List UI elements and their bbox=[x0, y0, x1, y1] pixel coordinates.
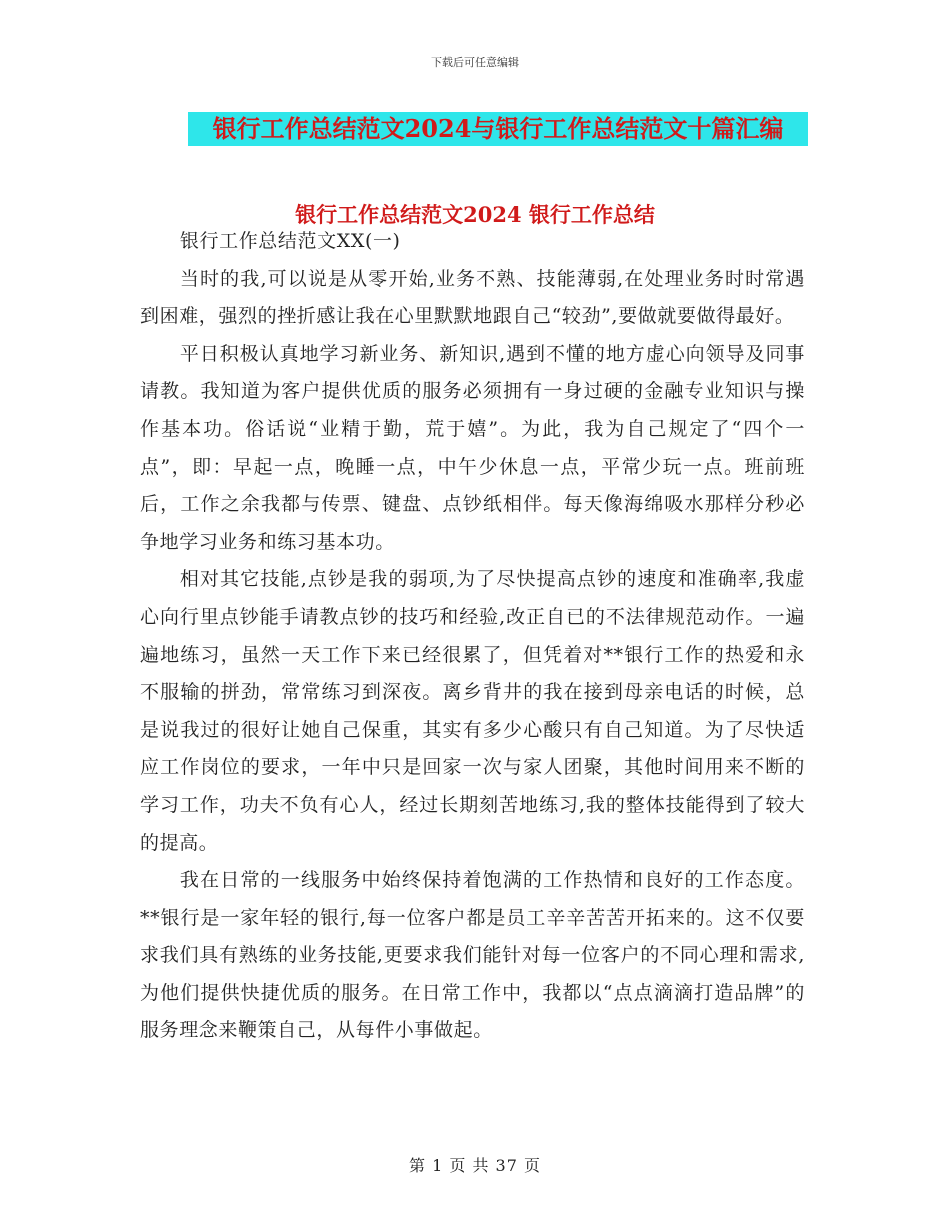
sub-title: 银行工作总结范文2024 银行工作总结 bbox=[295, 202, 655, 227]
header-note: 下载后可任意编辑 bbox=[431, 56, 519, 69]
section-label: 银行工作总结范文XX(一) bbox=[179, 230, 401, 252]
paragraph-3: 相对其它技能,点钞是我的弱项,为了尽快提高点钞的速度和准确率,我虚心向行里点钞能手请教点钞的技巧和经验,改正自已的不法律规范动作。一遍遍地练习，虽然一天工作下来已经很累了，但凭着对**银行工作的热爱和永不服输的拼劲，常常练习到深夜。离乡背井的我在接到母亲电话的时候，总是说我过的很好让她自己保重，其实有多少心酸只有自己知道。为了尽快适应工作岗位的要求，一年中只是回家一次与家人团聚，其他时间用来不断的学习工作，功夫不负有心人，经过长期刻苦地练习,我的整体技能得到了较大的提高。 bbox=[140, 568, 805, 854]
paragraph-2: 平日积极认真地学习新业务、新知识,遇到不懂的地方虚心向领导及同事请教。我知道为客户提供优质的服务必须拥有一身过硬的金融专业知识与操作基本功。俗话说“业精于勤，荒于嬉”。为此，我为自己规定了“四个一点”，即：早起一点，晚睡一点，中午少休息一点，平常少玩一点。班前班后，工作之余我都与传票、键盘、点钞纸相伴。每天像海绵吸水那样分秒必争地学习业务和练习基本功。 bbox=[140, 342, 805, 553]
main-title: 银行工作总结范文2024与银行工作总结范文十篇汇编 bbox=[188, 112, 808, 146]
body-text bbox=[140, 223, 805, 1050]
paragraph-1: 当时的我,可以说是从零开始,业务不熟、技能薄弱,在处理业务时时常遇到困难，强烈的挫折感让我在心里默默地跟自己“较劲”,要做就要做得最好。 bbox=[140, 267, 805, 328]
paragraph-4: 我在日常的一线服务中始终保持着饱满的工作热情和良好的工作态度。**银行是一家年轻的银行,每一位客户都是员工辛辛苦苦开拓来的。这不仅要求我们具有熟练的业务技能,更要求我们能针对每一位客户的不同心理和需求,为他们提供快捷优质的服务。在日常工作中，我都以“点点滴滴打造品牌”的服务理念来鞭策自己，从每件小事做起。 bbox=[140, 869, 805, 1042]
page-footer: 第 1 页 共 37 页 bbox=[409, 1156, 541, 1175]
